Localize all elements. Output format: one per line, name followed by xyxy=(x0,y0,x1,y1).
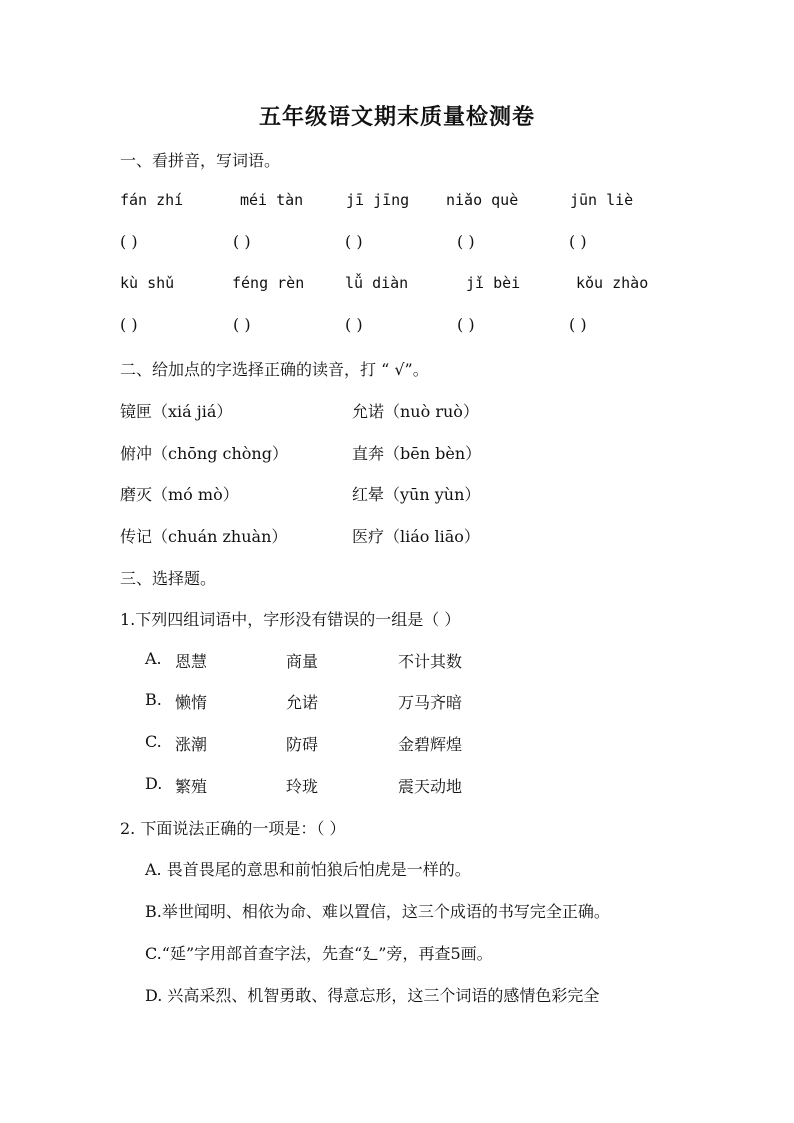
question-2-option-a[interactable]: A. 畏首畏尾的意思和前怕狼后怕虎是一样的。 xyxy=(145,860,471,879)
answer-blank[interactable]: ( ) xyxy=(457,315,475,334)
pronunciation-item[interactable]: 磨灭（mó mò） xyxy=(120,485,239,504)
answer-blank[interactable]: ( ) xyxy=(120,315,138,334)
section1-heading: 一、看拼音，写词语。 xyxy=(120,151,281,170)
option-word: 金碧辉煌 xyxy=(398,735,463,754)
pronunciation-item[interactable]: 医疗（liáo liāo） xyxy=(352,527,480,546)
pinyin-item: lǚ diàn xyxy=(345,274,409,292)
answer-blank[interactable]: ( ) xyxy=(120,232,138,251)
option-label: B. xyxy=(145,690,162,709)
pronunciation-item[interactable]: 俯冲（chōng chòng） xyxy=(120,444,288,463)
question-2-option-d[interactable]: D. 兴高采烈、机智勇敢、得意忘形，这三个词语的感情色彩完全 xyxy=(145,986,600,1005)
pinyin-item: kù shǔ xyxy=(120,274,175,292)
answer-blank[interactable]: ( ) xyxy=(345,315,363,334)
answer-blank[interactable]: ( ) xyxy=(345,232,363,251)
answer-blank[interactable]: ( ) xyxy=(233,315,251,334)
question-1-stem: 1.下列四组词语中，字形没有错误的一组是（ ） xyxy=(120,610,461,629)
option-label: A. xyxy=(145,649,162,668)
pinyin-item: jǐ bèi xyxy=(466,274,521,292)
option-word: 不计其数 xyxy=(398,652,463,671)
pronunciation-item[interactable]: 镜匣（xiá jiá） xyxy=(120,402,233,421)
option-label: C. xyxy=(145,732,162,751)
answer-blank[interactable]: ( ) xyxy=(569,315,587,334)
pronunciation-item[interactable]: 直奔（bēn bèn） xyxy=(352,444,482,463)
section3-heading: 三、选择题。 xyxy=(120,569,217,588)
section2-heading: 二、给加点的字选择正确的读音，打 “ √”。 xyxy=(120,360,429,379)
option-word: 万马齐暗 xyxy=(398,693,463,712)
option-word: 涨潮 xyxy=(175,735,208,754)
option-label: D. xyxy=(145,774,163,793)
pronunciation-item[interactable]: 允诺（nuò ruò） xyxy=(352,402,479,421)
option-word: 懒惰 xyxy=(175,693,208,712)
option-word: 震天动地 xyxy=(398,777,463,796)
option-word: 恩慧 xyxy=(175,652,208,671)
question-2-stem: 2. 下面说法正确的一项是：（ ） xyxy=(120,819,346,838)
pinyin-item: fán zhí xyxy=(120,191,184,209)
option-word: 玲珑 xyxy=(286,777,319,796)
pinyin-item: jī jīng xyxy=(346,191,410,209)
question-2-option-c[interactable]: C.“延”字用部首查字法，先查“廴”旁，再查5画。 xyxy=(145,944,493,963)
option-word: 商量 xyxy=(286,652,319,671)
pinyin-item: niǎo què xyxy=(446,191,519,209)
pinyin-item: féng rèn xyxy=(232,274,305,292)
answer-blank[interactable]: ( ) xyxy=(569,232,587,251)
answer-blank[interactable]: ( ) xyxy=(233,232,251,251)
answer-blank[interactable]: ( ) xyxy=(457,232,475,251)
page-title: 五年级语文期末质量检测卷 xyxy=(258,104,535,130)
pronunciation-item[interactable]: 红晕（yūn yùn） xyxy=(352,485,481,504)
option-word: 防碍 xyxy=(286,735,319,754)
pinyin-item: kǒu zhào xyxy=(576,274,649,292)
question-2-option-b[interactable]: B.举世闻明、相依为命、难以置信，这三个成语的书写完全正确。 xyxy=(145,902,610,921)
pinyin-item: méi tàn xyxy=(240,191,304,209)
option-word: 允诺 xyxy=(286,693,319,712)
pinyin-item: jūn liè xyxy=(570,191,634,209)
pronunciation-item[interactable]: 传记（chuán zhuàn） xyxy=(120,527,288,546)
option-word: 繁殖 xyxy=(175,777,208,796)
